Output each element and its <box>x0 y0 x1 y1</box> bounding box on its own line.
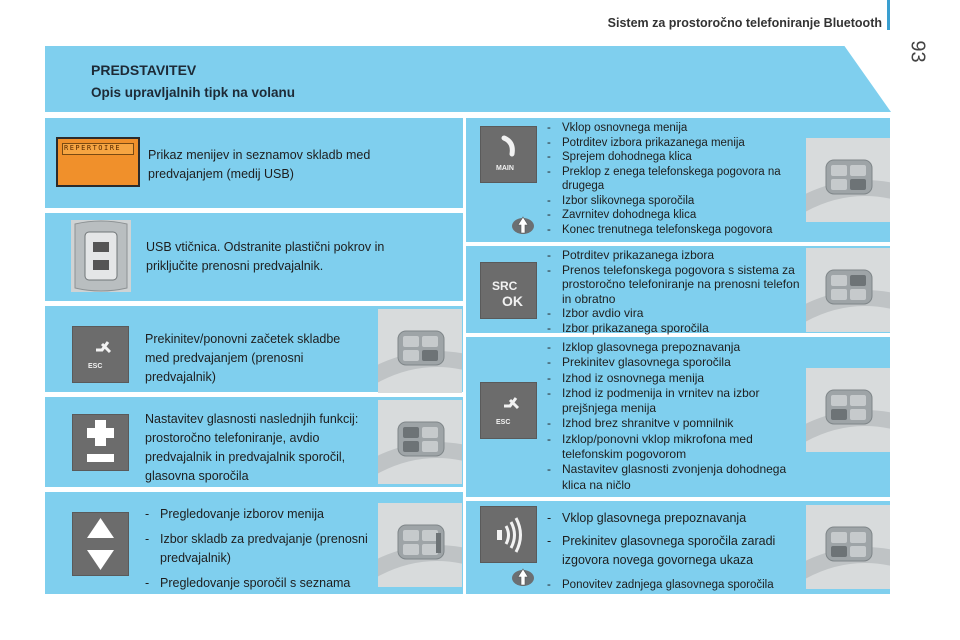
section-subtitle: Opis upravljalnih tipk na volanu <box>91 85 296 100</box>
steering-wheel-controls-image <box>806 138 890 222</box>
list-item: - Izbor skladb za predvajanje (prenosni predvajalnik) <box>145 530 377 568</box>
list-item: - Preklop z enega telefonskega pogovora na drugega <box>547 165 805 194</box>
main-list <box>547 121 805 237</box>
main-phone-icon <box>480 126 537 183</box>
list-item: - Izhod brez shranitve v pomnilnik <box>547 416 795 431</box>
list-item: - Vklop osnovnega menija <box>547 121 805 136</box>
src-ok-icon <box>480 262 537 319</box>
repertoire-text: Prikaz menijev in seznamov skladb med predvajanjem (medij USB) <box>148 148 371 181</box>
list-item: - Izbor prikazanega sporočila <box>547 321 805 336</box>
page-number: 93 <box>906 40 929 63</box>
src-ok-list <box>547 248 805 335</box>
ok-label: OK <box>502 293 523 309</box>
list-item: - Izbor avdio vira <box>547 306 805 321</box>
main-label: MAIN <box>496 165 514 172</box>
header-rule <box>887 0 890 30</box>
list-item: - Izbor slikovnega sporočila <box>547 194 805 209</box>
src-label: SRC <box>492 279 518 293</box>
voice-recognition-icon <box>480 506 537 563</box>
chapter-title: Sistem za prostoročno telefoniranje Bluetooth <box>607 16 882 30</box>
list-item: - Izhod iz osnovnega menija <box>547 371 795 386</box>
list-item: - Izklop glasovnega prepoznavanja <box>547 340 795 355</box>
up-down-arrows-icon <box>72 512 129 576</box>
arrows-list <box>145 505 377 593</box>
plus-minus-icon <box>72 414 129 471</box>
list-item: - Potrditev prikazanega izbora <box>547 248 805 263</box>
list-item: - Ponovitev zadnjega glasovnega sporočila <box>547 576 805 595</box>
list-item: - Izhod iz podmenija in vrnitev na izbor prejšnjega menija <box>547 386 795 417</box>
list-item: - Pregledovanje izborov menija <box>145 505 377 524</box>
steering-wheel-controls-image <box>378 400 462 484</box>
esc-label: ESC <box>496 419 511 426</box>
steering-wheel-controls-image <box>378 309 462 393</box>
repertoire-label: REPERTOIRE <box>64 144 122 152</box>
esc-icon <box>72 326 129 383</box>
list-item: - Potrditev izbora prikazanega menija <box>547 136 805 151</box>
list-item: - Prenos telefonskega pogovora s sistema za prostoročno telefoniranje na prenosni telefon in obratno <box>547 263 805 307</box>
list-item: - Pregledovanje sporočil s seznama <box>145 574 377 593</box>
esc-label: ESC <box>88 363 103 370</box>
esc-icon <box>480 382 537 439</box>
section-title: PREDSTAVITEV <box>91 62 197 78</box>
steering-wheel-controls-image <box>806 368 890 452</box>
steering-wheel-controls-image <box>806 505 890 589</box>
list-item: - Izklop/ponovni vklop mikrofona med telefonskim pogovorom <box>547 432 795 463</box>
list-item: - Vklop glasovnega prepoznavanja <box>547 509 805 528</box>
list-item: - Prekinitev glasovnega sporočila <box>547 355 795 370</box>
list-item: - Zavrnitev dohodnega klica <box>547 208 805 223</box>
volume-text: Nastavitev glasnosti naslednjih funkcij: prostoročno telefoniranje, avdio predvajalnik in predvajalnik sporočil, glasovna sporočila <box>145 412 359 483</box>
usb-text: USB vtičnica. Odstranite plastični pokrov in priključite prenosni predvajalnik. <box>146 240 385 273</box>
voice-list <box>547 509 805 595</box>
long-press-icon <box>511 214 535 236</box>
list-item: - Sprejem dohodnega klica <box>547 150 805 165</box>
repertoire-display-icon <box>56 137 140 187</box>
list-item: - Nastavitev glasnosti zvonjenja dohodnega klica na ničlo <box>547 462 795 493</box>
steering-wheel-controls-image <box>806 248 890 332</box>
list-item: - Prekinitev glasovnega sporočila zaradi izgovora novega govornega ukaza <box>547 532 805 570</box>
usb-socket-icon <box>71 220 131 292</box>
esc-text: Prekinitev/ponovni začetek skladbe med predvajanjem (prenosni predvajalnik) <box>145 332 341 384</box>
steering-wheel-controls-image <box>378 503 462 587</box>
list-item: - Konec trenutnega telefonskega pogovora <box>547 223 805 238</box>
section-banner <box>45 46 891 112</box>
esc-list <box>547 340 795 493</box>
long-press-icon <box>511 566 535 588</box>
